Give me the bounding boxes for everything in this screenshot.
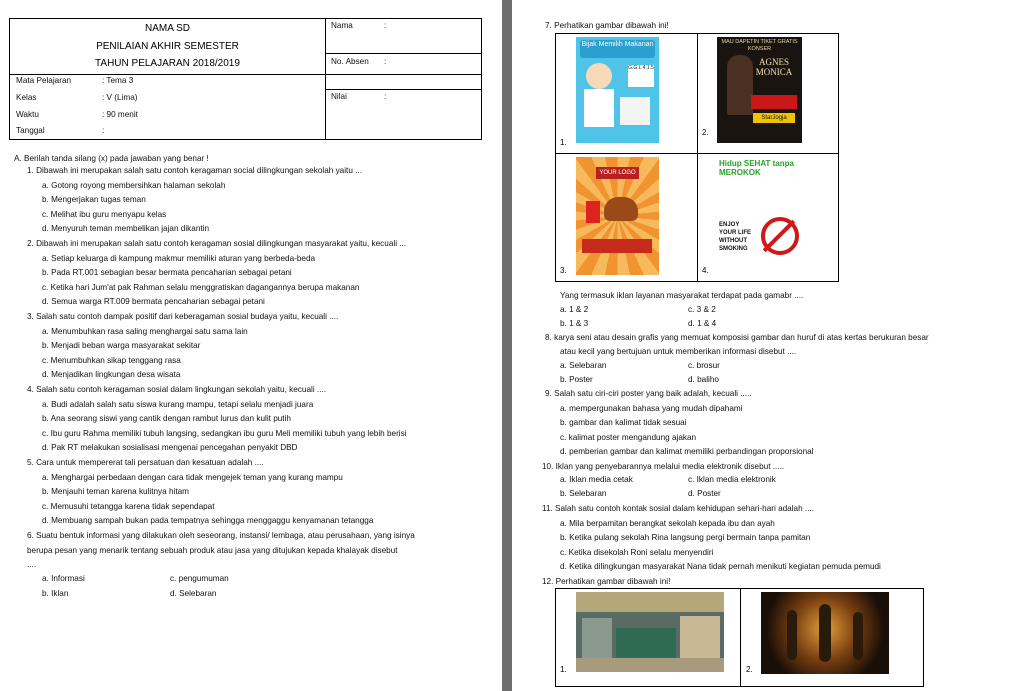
poster-sponsor: StarJogja — [753, 113, 795, 123]
option-text: a. Mila berpamitan berangkat sekolah kepada ibu dan ayah — [560, 518, 775, 528]
option-text: b. Menjadi beban warga masyarakat sekitar — [42, 341, 201, 351]
image-number: 1. — [560, 138, 567, 147]
question-text: 4. Salah satu contoh keragaman sosial dalam lingkungan sekolah yaitu, kecuali .... — [27, 385, 327, 394]
meta-value: : — [102, 126, 105, 135]
exam-year: TAHUN PELAJARAN 2018/2019 — [95, 58, 240, 69]
question-text: 1. Dibawah ini merupakan salah satu contoh keragaman social dilingkungan sekolah yaitu ... — [27, 166, 362, 175]
option-text: c. Menumbuhkan sikap tenggang rasa — [42, 355, 181, 365]
header-table — [9, 18, 482, 140]
option-text: a. Gotong royong membersihkan halaman sekolah — [42, 180, 226, 190]
question-text: 2. Dibawah ini merupakan salah satu contoh keragaman sosial dilingkungan masyarakat yaitu, kecuali ... — [27, 239, 407, 248]
option-text: a. 1 & 2 — [560, 305, 589, 314]
option-text: c. kalimat poster mengandung ajakan — [560, 432, 697, 442]
meta-value: : Tema 3 — [102, 76, 134, 85]
question-text: .... — [27, 560, 37, 570]
option-text: a. Budi adalah salah satu siswa kurang mampu, tetapi selalu menjadi juara — [42, 399, 314, 409]
absen-label: No. Absen — [331, 57, 369, 66]
option-text: b. Ana seorang siswi yang cantik dengan rambut lurus dan kulit putih — [42, 414, 291, 424]
option-text: c. Ketika hari Jum'at pak Rahman selalu menggratiskan dagangannya berupa makanan — [42, 282, 360, 292]
question-text: berupa pesan yang menarik tentang sebuah produk atau jasa yang ditujukan kepada khalayak disebut — [27, 545, 398, 555]
document-page-left — [0, 0, 502, 691]
option-text: a. Selebaran — [560, 361, 607, 370]
option-text: b. 1 & 3 — [560, 319, 589, 328]
image-number: 1. — [560, 665, 567, 674]
poster-logo: YOUR LOGO — [596, 167, 639, 179]
q7-title: 7. Perhatikan gambar dibawah ini! — [545, 21, 669, 30]
option-text: c. Melihat ibu guru menyapu kelas — [42, 209, 167, 219]
option-text: a. Informasi — [42, 574, 85, 583]
option-text: d. Semua warga RT.009 bermata pencaharian sebagai petani — [42, 297, 265, 307]
image-number: 2. — [746, 665, 753, 674]
option-text: b. Mengerjakan tugas teman — [42, 195, 146, 205]
meta-label: Kelas — [16, 93, 37, 102]
nilai-colon: : — [384, 92, 387, 101]
image-number: 4. — [702, 266, 709, 275]
photo-wayang-puppet-image — [761, 592, 889, 674]
option-text: d. Menjadikan lingkungan desa wisata — [42, 370, 181, 380]
option-text: b. Menjauhi teman karena kulitnya hitam — [42, 487, 189, 497]
nama-colon: : — [384, 21, 387, 30]
option-text: c. brosur — [688, 361, 720, 370]
option-text: c. Memusuhi tetangga karena tidak sependapat — [42, 501, 215, 511]
option-text: a. Iklan media cetak — [560, 475, 633, 484]
image-number: 3. — [560, 266, 567, 275]
image-number: 2. — [702, 128, 709, 137]
question-text: 12. Perhatikan gambar dibawah ini! — [542, 576, 671, 586]
option-text: b. Selebaran — [560, 489, 607, 498]
document-page-right — [512, 0, 1019, 691]
q12-image-grid — [555, 588, 924, 687]
q7-image-grid — [555, 33, 839, 282]
option-text: b. Iklan — [42, 589, 69, 598]
option-text: d. Ketika dilingkungan masyarakat Nana tidak pernah menikuti kegiatan pemuda pemudi — [560, 562, 881, 571]
meta-label: Waktu — [16, 110, 39, 119]
poster-slogan: ENJOY YOUR LIFE WITHOUT SMOKING — [719, 222, 752, 252]
option-text: a. Menghargai perbedaan dengan cara tidak mengejek teman yang kurang mampu — [42, 472, 343, 482]
poster-burger-image — [576, 157, 659, 275]
poster-concert-image — [717, 37, 802, 143]
question-text: 10. Iklan yang penyebarannya melalui media elektronik disebut ..... — [542, 461, 785, 471]
option-text: c. pengumuman — [170, 574, 229, 583]
option-text: a. Menumbuhkan rasa saling menghargai satu sama lain — [42, 326, 248, 336]
meta-label: Mata Pelajaran — [16, 76, 72, 85]
meta-label: Tanggal — [16, 126, 45, 135]
poster-healthy-food-image — [576, 37, 659, 143]
option-text: c. Iklan media elektronik — [688, 475, 776, 484]
poster-headline: MAU DAPETIN TIKET GRATIS KONSER — [721, 39, 798, 52]
question-text: Yang termasuk iklan layanan masyarakat terdapat pada gamabr .... — [560, 291, 804, 300]
poster-caption: Bijak Memilih Makanan — [580, 40, 655, 58]
option-text: d. 1 & 4 — [688, 319, 717, 328]
option-text: c. Ibu guru Rahma memiliki tubuh langsing, sedangkan ibu guru Meli memiliki tubuh yang lebih berisi — [42, 428, 407, 438]
section-a-instruction: A. Berilah tanda silang (x) pada jawaban yang benar ! — [14, 154, 209, 163]
question-text: 9. Salah satu ciri-ciri poster yang baik adalah, kecuali ..... — [545, 389, 752, 398]
nilai-label: Nilai — [331, 92, 347, 101]
option-text: b. Ketika pulang sekolah Rina langsung pergi bermain tanpa pamitan — [560, 533, 811, 542]
poster-no-smoking-image — [717, 157, 805, 275]
option-text: a. mempergunakan bahasa yang mudah dipahami — [560, 403, 743, 413]
question-text: atau kecil yang bertujuan untuk memberikan informasi disebut .... — [560, 347, 797, 356]
option-text: a. Setiap keluarga di kampung makmur memiliki aturan yang berbeda-beda — [42, 253, 316, 263]
question-text: 11. Salah satu contoh kontak sosial dalam kehidupan sehari-hari adalah .... — [542, 504, 815, 513]
option-text: d. Pak RT melakukan sosialisasi mengenai pencegahan penyakit DBD — [42, 443, 298, 453]
option-text: b. Poster — [560, 375, 593, 384]
meta-value: : V (Lima) — [102, 93, 138, 102]
exam-title: PENILAIAN AKHIR SEMESTER — [96, 41, 239, 52]
option-text: c. Ketika disekolah Roni selalu menyendiri — [560, 547, 714, 557]
option-text: b. Pada RT.001 sebagian besar bermata pencaharian sebagai petani — [42, 268, 292, 278]
poster-headline: Hidup SEHAT tanpa MEROKOK — [719, 159, 794, 177]
nama-label: Nama — [331, 21, 353, 30]
option-text: d. Selebaran — [170, 589, 217, 598]
question-text: 5. Cara untuk mempererat tali persatuan dan kesatuan adalah .... — [27, 458, 264, 467]
school-name: NAMA SD — [144, 23, 190, 34]
option-text: d. Membuang sampah bukan pada tempatnya sehingga menggaggu kenyamanan tetangga — [42, 516, 374, 526]
meta-value: : 90 menit — [102, 110, 138, 119]
option-text: d. pemberian gambar dan kalimat memiliki perbandingan proporsional — [560, 447, 814, 456]
poster-artist-name: AGNES MONICA — [755, 57, 793, 77]
absen-colon: : — [384, 57, 387, 66]
question-text: 6. Suatu bentuk informasi yang dilakukan oleh seseorang, instansi/ lembaga, atau perusahaan, yang isinya — [27, 531, 415, 540]
page-gap — [502, 0, 512, 691]
option-text: c. 3 & 2 — [688, 305, 716, 314]
option-text: d. Poster — [688, 489, 721, 498]
question-text: 8. karya seni atau desain grafis yang memuat komposisi gambar dan huruf di atas kertas berukuran besar — [545, 333, 929, 342]
poster-badge: G.G.L 4.1.5 — [628, 65, 654, 87]
option-text: d. baliho — [688, 375, 719, 384]
question-text: 3. Salah satu contoh dampak positif dari keberagaman sosial budaya yaitu, kecuali .... — [27, 312, 339, 321]
photo-shopping-mall-image — [576, 592, 724, 672]
option-text: d. Menyuruh teman membelikan jajan dikantin — [42, 224, 210, 234]
option-text: b. gambar dan kalimat tidak sesuai — [560, 418, 687, 427]
